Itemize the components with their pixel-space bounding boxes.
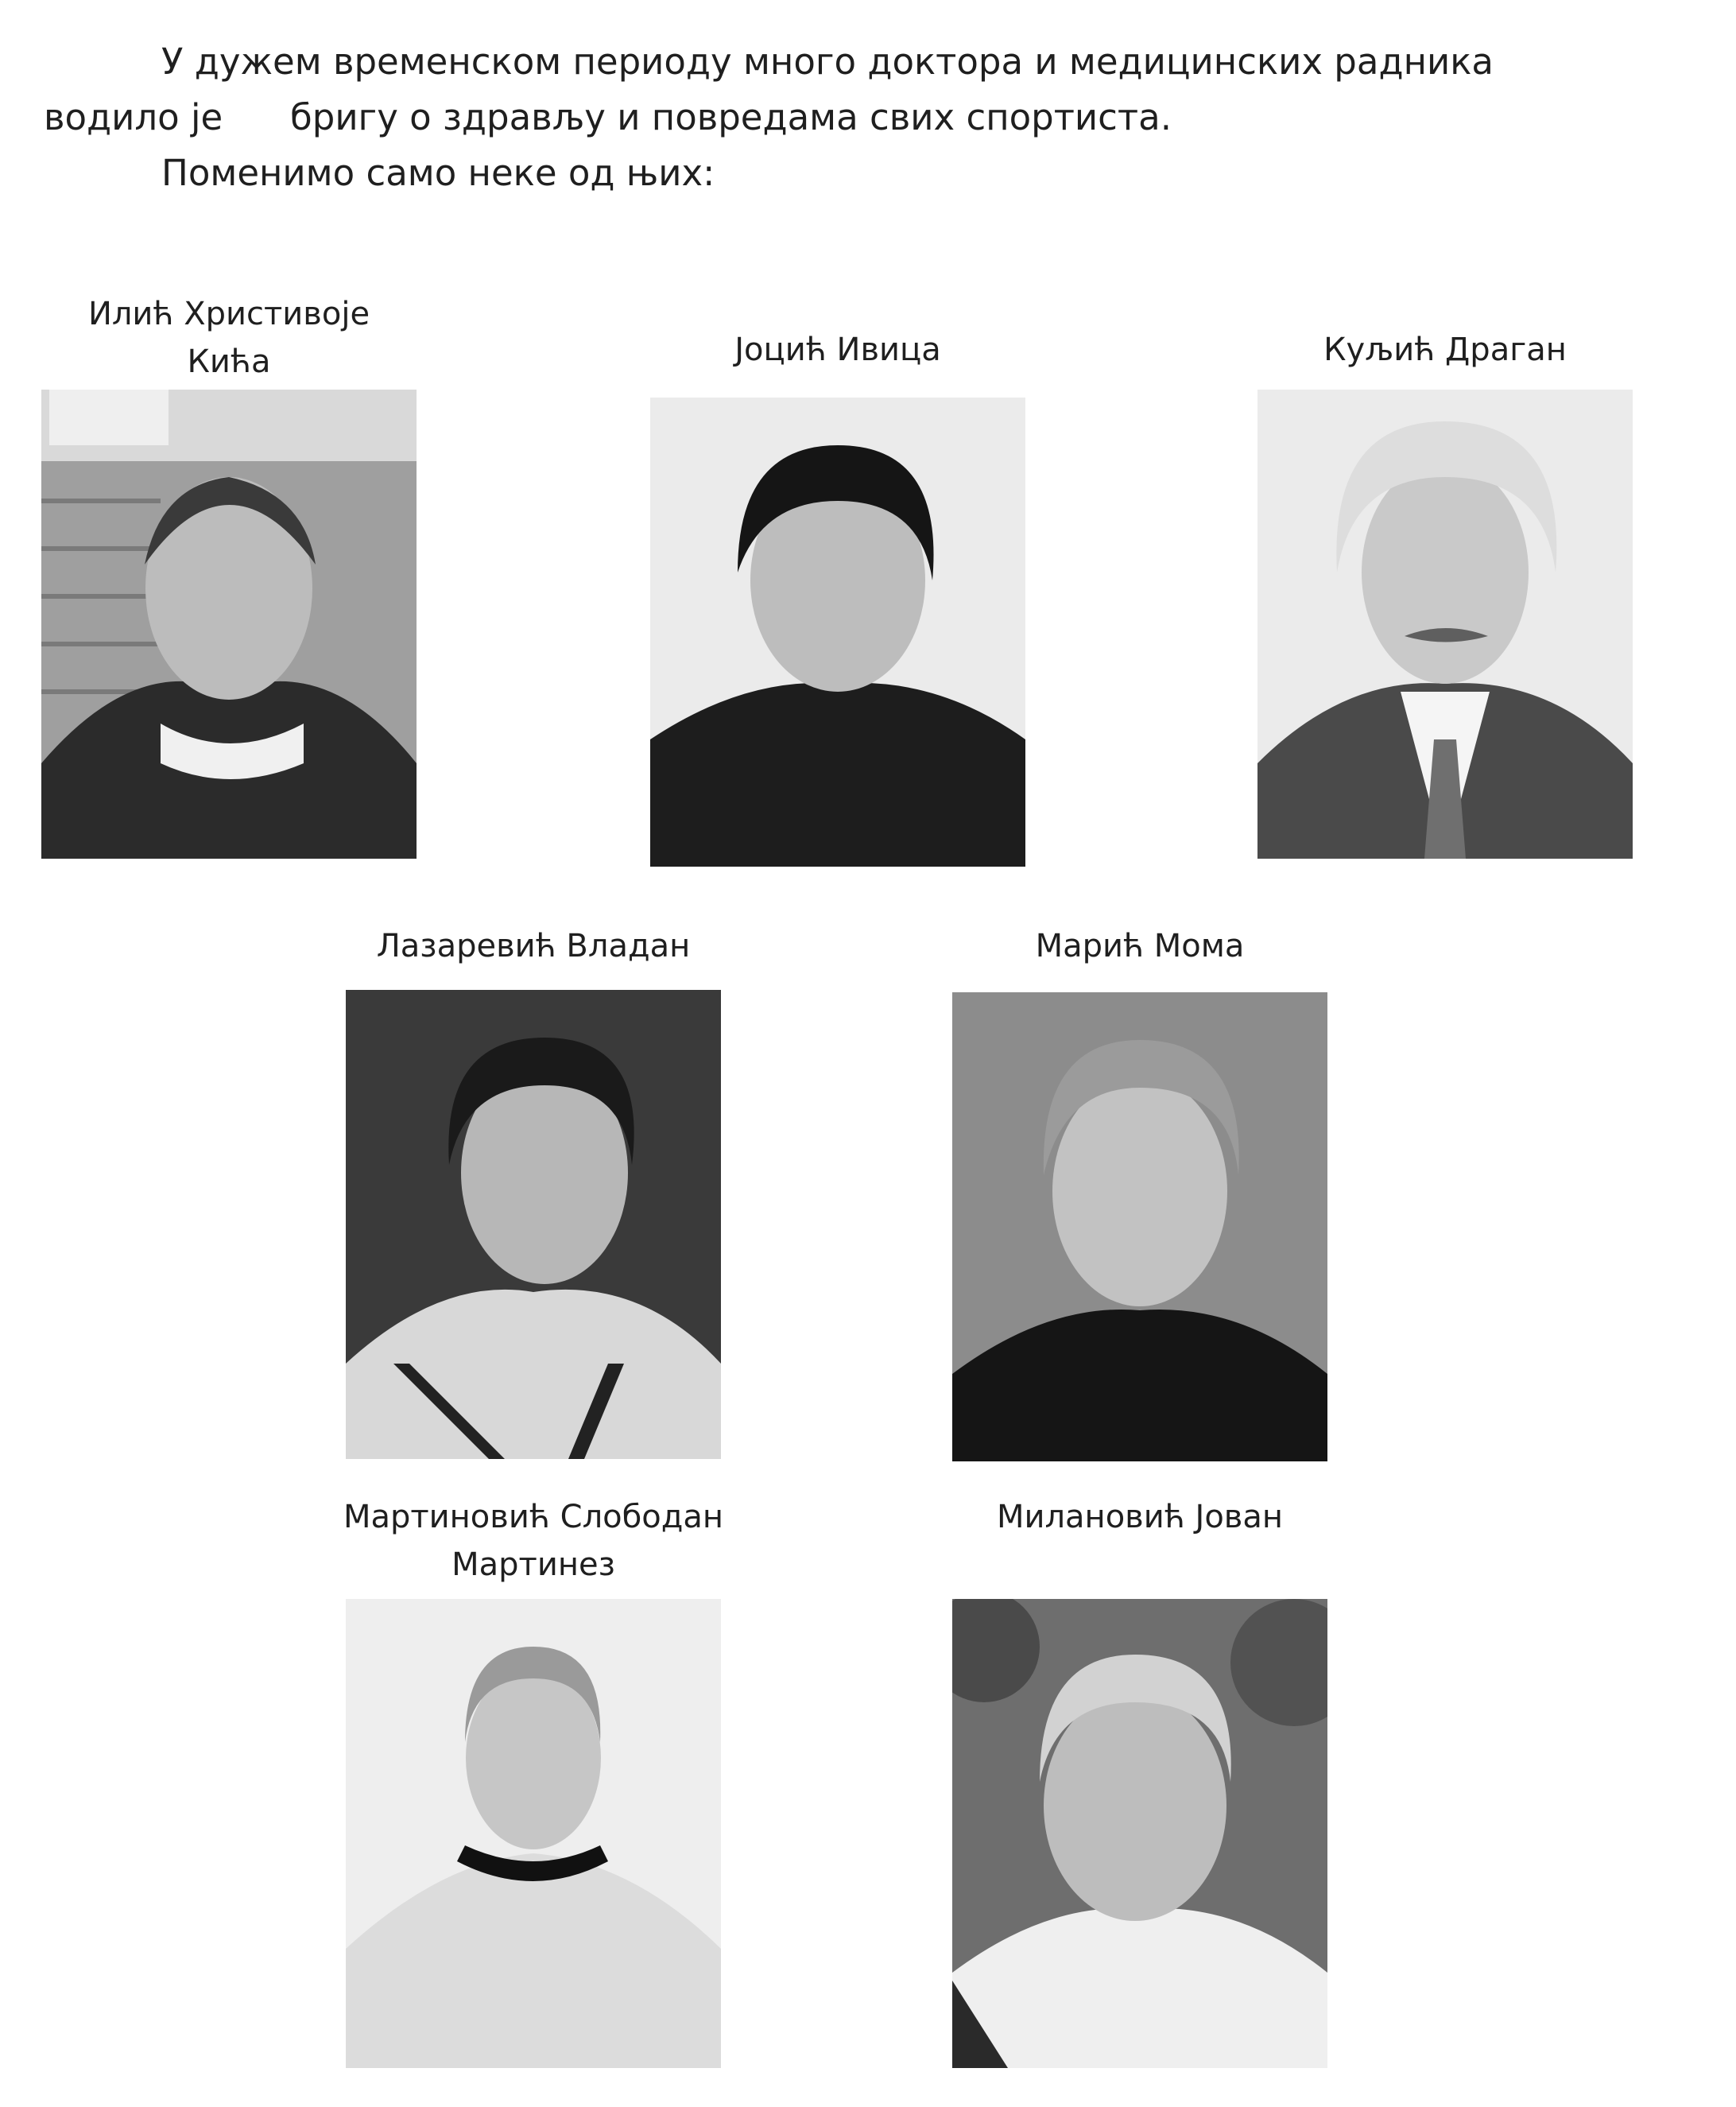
person-nickname: Кића [187,343,271,380]
person-nickname: Мартинез [451,1546,615,1583]
person-photo [952,992,1327,1461]
person-card-kuljic [1257,326,1633,867]
person-caption [314,922,753,970]
person-photo [952,1599,1327,2068]
person-caption [618,326,1057,374]
person-name: Илић Христивоје [87,296,370,332]
person-caption [1226,326,1664,374]
intro-text [0,0,1736,207]
person-photo [41,390,417,859]
person-name: Куљић Драган [1323,332,1567,368]
person-caption [920,922,1359,970]
person-card-jocic [650,326,1025,867]
person-name: Марић Мома [1035,928,1245,964]
person-caption [920,1493,1359,1541]
intro-line-2-start: водило је [44,96,223,138]
person-photo [346,1599,721,2068]
person-card-maric [952,922,1327,1463]
person-photo [650,398,1025,867]
person-name: Јоцић Ивица [734,332,941,368]
person-caption [314,1493,753,1589]
person-name: Милановић Јован [996,1499,1284,1535]
person-name: Мартиновић Слободан [343,1499,724,1535]
person-photo [346,990,721,1459]
person-caption [10,290,448,386]
person-card-lazarevic [346,922,721,1463]
person-card-ilic [41,290,417,863]
intro-line-1: У дужем временском периоду много доктора и медицинских радника [161,41,1494,83]
intro-line-3: Поменимо само неке од њих: [161,152,715,194]
person-name: Лазаревић Владан [376,928,691,964]
person-photo [1257,390,1633,859]
person-card-martinovic [343,1493,724,2097]
intro-line-2-end: бригу о здрављу и повредама свих спортиста. [290,96,1172,138]
person-card-milanovic [952,1493,1327,2097]
